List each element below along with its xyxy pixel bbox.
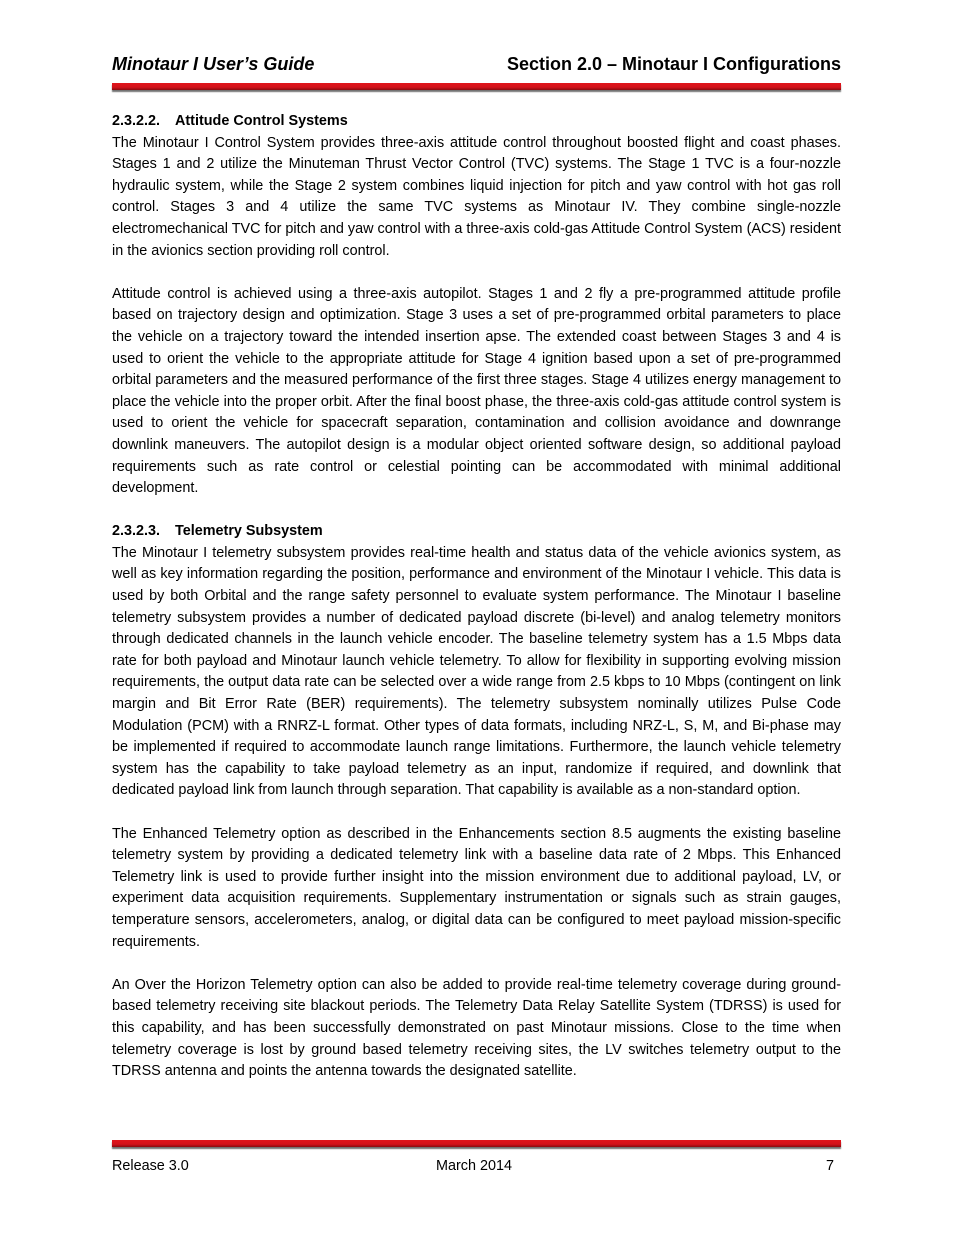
paragraph: The Minotaur I Control System provides three-axis attitude control throughout boosted flight and coast phases. Stages 1 and 2 utilize the Minuteman Thrust Vector Control (TVC) systems. The Stage 1 TVC is a four-nozzle hydraulic system, while the Stage 2 system combines liquid injection for pitch and yaw control with hot gas roll control. Stages 3 and 4 utilize the same TVC systems as Minotaur IV. They combine single-nozzle electromechanical TVC for pitch and yaw control with a three-axis cold-gas Attitude Control System (ACS) resident in the avionics section providing roll control. xyxy=(112,134,841,259)
header-divider xyxy=(112,83,841,90)
section-heading-attitude-control xyxy=(112,111,841,133)
release-date: March 2014 xyxy=(436,1158,512,1174)
section-title: Section 2.0 – Minotaur I Configurations xyxy=(506,54,841,74)
paragraph: The Minotaur I telemetry subsystem provides real-time health and status data of the vehicle avionics system, as well as key information regarding the position, performance and environment of the Minotaur I vehicle. This data is used by both Orbital and the range safety personnel to evaluate system performance. The Minotaur I baseline telemetry subsystem provides a number of dedicated payload discrete (bi-level) and analog telemetry monitors through dedicated channels in the launch vehicle encoder. The baseline telemetry system has a 1.5 Mbps data rate for both payload and Minotaur launch vehicle telemetry. To allow for flexibility in supporting evolving mission requirements, the output data rate can be selected over a wide range from 2.5 kbps to 10 Mbps (contingent on link margin and Bit Error Rate (BER) requirements). The telemetry subsystem nominally utilizes Pulse Code Modulation (PCM) with a RNRZ-L format. Other types of data formats, including NRZ-L, S, M, and Bi-phase may be implemented if required to accommodate launch range limitations. Furthermore, the launch vehicle telemetry system has the capability to take payload telemetry as an input, randomize if required, and downlink that dedicated payload link from launch through separation. That capability is available as a non-standard option. xyxy=(112,544,841,799)
document-title: Minotaur I User’s Guide xyxy=(112,54,315,74)
section-number: 2.3.2.3. xyxy=(112,523,161,540)
paragraph: An Over the Horizon Telemetry option can also be added to provide real-time telemetry coverage during ground-based telemetry receiving site blackout periods. The Telemetry Data Relay Satellite System (TDRSS) is used for this capability, and has been successfully demonstrated on past Minotaur missions. Close to the time when telemetry coverage is lost by ground based telemetry receiving sites, the LV switches telemetry output to the TDRSS antenna and points the antenna towards the designated satellite. xyxy=(112,976,841,1080)
section-number: 2.3.2.2. xyxy=(112,113,161,129)
section-heading-telemetry xyxy=(112,521,841,543)
page-header xyxy=(112,54,841,80)
paragraph: The Enhanced Telemetry option as described in the Enhancements section 8.5 augments the existing baseline telemetry system by providing a dedicated telemetry link with a baseline data rate of 2 Mbps. This Enhanced Telemetry link is used to provide further insight into the mission environment due to additional payload, LV, or experiment data acquisition requirements. Supplementary instrumentation or signals such as strain gauges, temperature sensors, accelerometers, analog, or digital data can be configured to meet payload mission-specific requirements. xyxy=(112,825,841,950)
section-heading-text: Attitude Control Systems xyxy=(175,113,348,129)
document-page xyxy=(112,0,841,1235)
page-number: 7 xyxy=(825,1158,834,1174)
section-heading-text: Telemetry Subsystem xyxy=(175,523,323,540)
release-label: Release 3.0 xyxy=(112,1158,189,1174)
page-body xyxy=(112,111,841,1083)
footer-divider xyxy=(112,1140,841,1147)
paragraph: Attitude control is achieved using a three-axis autopilot. Stages 1 and 2 fly a pre-programmed attitude profile based on trajectory design and optimization. Stage 3 uses a set of pre-programmed orbital parameters to place the vehicle on a trajectory toward the intended insertion apse. The extended coast between Stages 3 and 4 is used to orient the vehicle to the appropriate attitude for Stage 4 ignition based upon a set of pre-programmed orbital parameters and the measured performance of the first three stages. Stage 4 utilizes energy management to place the vehicle into the proper orbit. After the final boost phase, the three-axis cold-gas attitude control system is used to orient the vehicle for spacecraft separation, contamination and collision avoidance and downrange downlink maneuvers. The autopilot design is a modular object oriented software design, so additional payload requirements such as rate control or celestial pointing can be accommodated with minimal additional development. xyxy=(112,285,841,497)
